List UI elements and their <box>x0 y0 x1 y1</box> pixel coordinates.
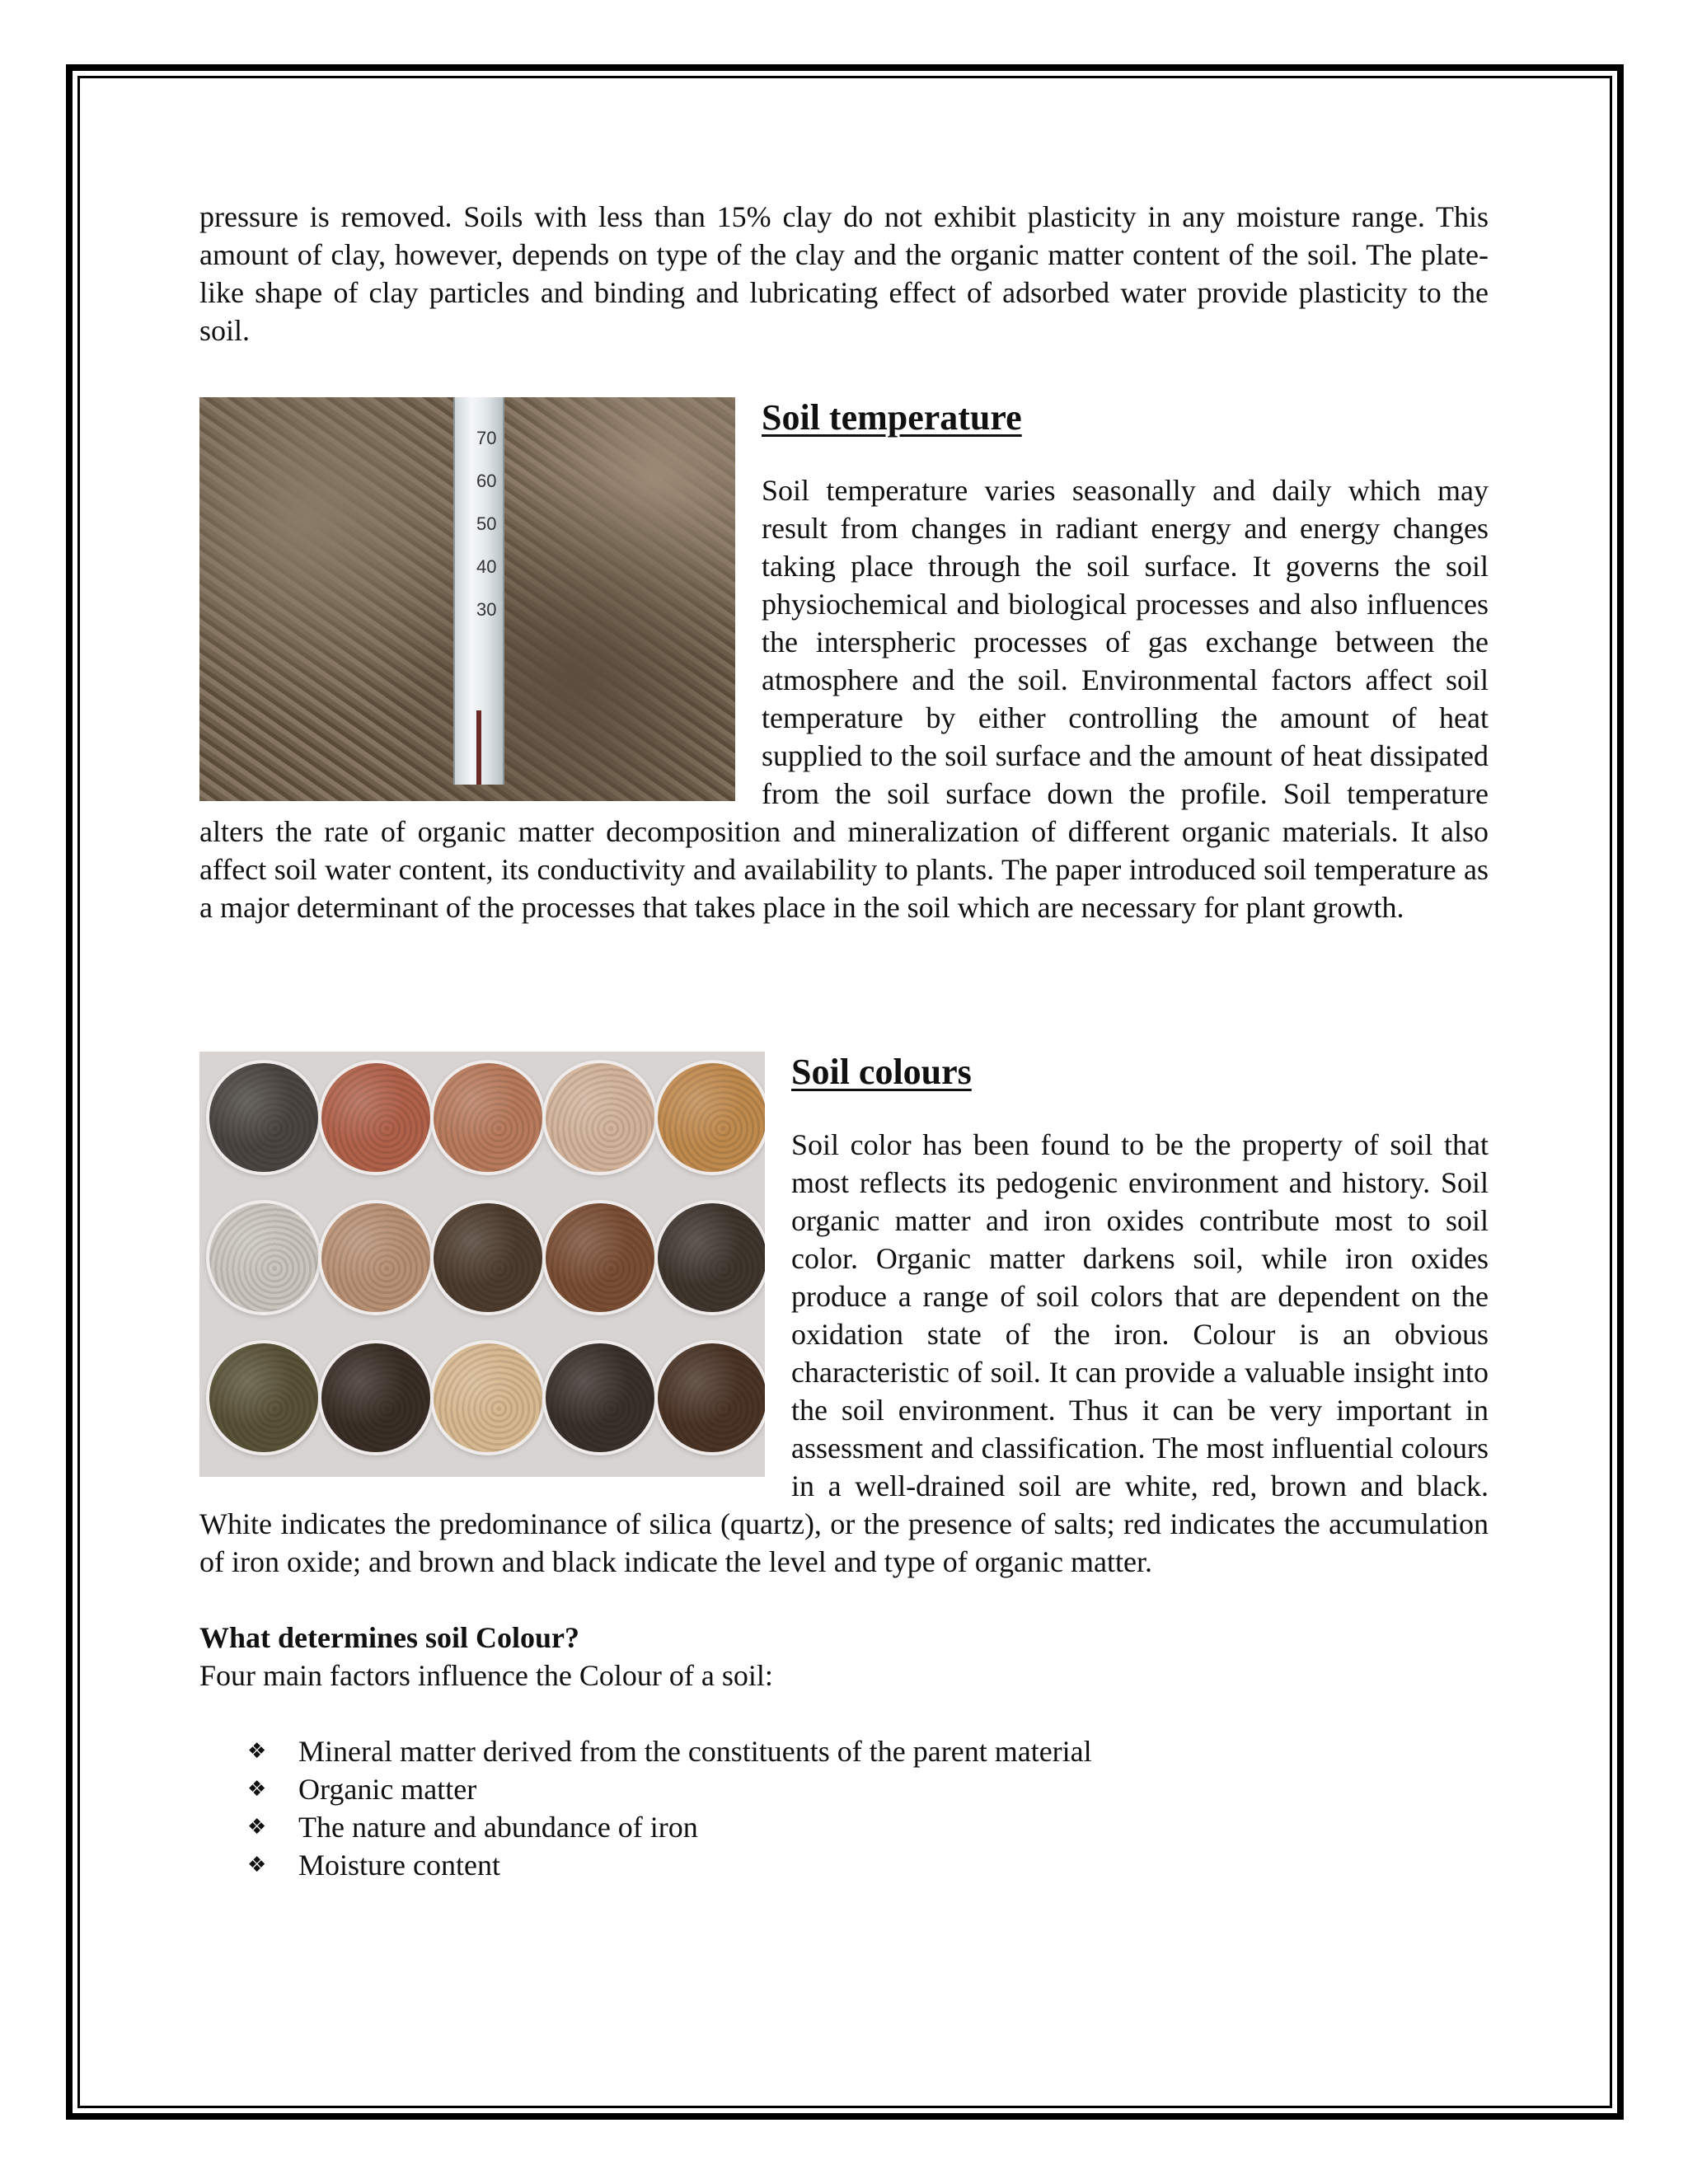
soil-temperature-body: Soil temperature varies seasonally and daily which may result from changes in radiant energy and energy changes taking place through the soil surface. It governs the soil physiochemical and biological processes and also influences the interspheric processes of gas exchange between the atmosphere and the soil. Environmental factors affect soil temperature by either controlling the amount of heat supplied to the soil surface and the amount of heat dissipated from the soil surface down the profile. Soil temperature alters the rate of organic matter decomposition and mineralization of different organic materials. It also affect soil water content, its conductivity and availability to plants. The paper introduced soil temperature as a major determinant of the processes that takes place in the soil which are necessary for plant growth. <box>199 474 1489 924</box>
soil-colours-body: Soil color has been found to be the property of soil that most reflects its pedogenic environment and history. Soil organic matter and iron oxides contribute most to soil color. Organic matter darkens soil, while iron oxides produce a range of soil colors that are dependent on the oxidation state of the iron. Colour is an obvious characteristic of soil. It can provide a valuable insight into the soil environment. Thus it can be very important in assessment and classification. The most influential colours in a well-drained soil are white, red, brown and black. White indicates the predominance of silica (quartz), or the presence of salts; red indicates the accumulation of iron oxide; and brown and black indicate the level and type of organic matter. <box>199 1128 1489 1578</box>
colour-factors-list <box>199 1732 1489 1884</box>
thermometer-scale-label: 50 <box>476 513 497 534</box>
soil-colours-section <box>199 1050 1489 1581</box>
soil-sample-dish <box>546 1203 654 1312</box>
intro-paragraph: pressure is removed. Soils with less than 15% clay do not exhibit plasticity in any moisture range. This amount of clay, however, depends on type of the clay and the organic matter content of the soil. The plate-like shape of clay particles and binding and lubricating effect of adsorbed water provide plasticity to the soil. <box>199 200 1489 347</box>
colour-question-intro: Four main factors influence the Colour of a soil: <box>199 1659 773 1692</box>
soil-temperature-heading: Soil temperature <box>762 397 1022 438</box>
factor-text: Organic matter <box>298 1773 477 1806</box>
thermometer-scale <box>476 430 501 644</box>
colour-question-heading: What determines soil Colour? <box>199 1621 579 1654</box>
soil-sample-dish <box>209 1343 318 1452</box>
diamond-bullet-icon: ❖ <box>247 1815 267 1840</box>
list-item <box>247 1808 1489 1846</box>
soil-thermometer-photo <box>199 397 735 801</box>
soil-temperature-section <box>199 387 1489 926</box>
soil-sample-dish <box>321 1343 430 1452</box>
page-content <box>199 198 1489 1884</box>
diamond-bullet-icon: ❖ <box>247 1853 267 1877</box>
soil-sample-dish <box>658 1063 765 1172</box>
factor-text: Moisture content <box>298 1849 500 1882</box>
thermometer-scale-label: 60 <box>476 471 497 491</box>
soil-sample-dish <box>434 1063 542 1172</box>
soil-sample-dish <box>546 1343 654 1452</box>
thermometer-scale-label: 30 <box>476 599 497 620</box>
soil-sample-dish <box>434 1203 542 1312</box>
factor-text: Mineral matter derived from the constituents of the parent material <box>298 1735 1092 1768</box>
list-item <box>247 1846 1489 1884</box>
soil-samples-photo <box>199 1052 765 1477</box>
soil-sample-dish <box>658 1203 765 1312</box>
soil-sample-dish <box>658 1343 765 1452</box>
diamond-bullet-icon: ❖ <box>247 1777 267 1802</box>
list-item <box>247 1770 1489 1808</box>
soil-sample-dish <box>546 1063 654 1172</box>
diamond-bullet-icon: ❖ <box>247 1739 267 1764</box>
soil-sample-dish <box>321 1203 430 1312</box>
thermometer-mercury <box>476 710 481 785</box>
list-item <box>247 1732 1489 1770</box>
soil-colours-heading: Soil colours <box>791 1052 972 1092</box>
thermometer-image <box>453 397 504 785</box>
factor-text: The nature and abundance of iron <box>298 1811 698 1844</box>
soil-sample-dish <box>209 1203 318 1312</box>
soil-sample-dish <box>321 1063 430 1172</box>
soil-sample-dish <box>209 1063 318 1172</box>
thermometer-scale-label: 40 <box>476 556 497 577</box>
thermometer-scale-label: 70 <box>476 428 497 448</box>
soil-sample-dish <box>434 1343 542 1452</box>
